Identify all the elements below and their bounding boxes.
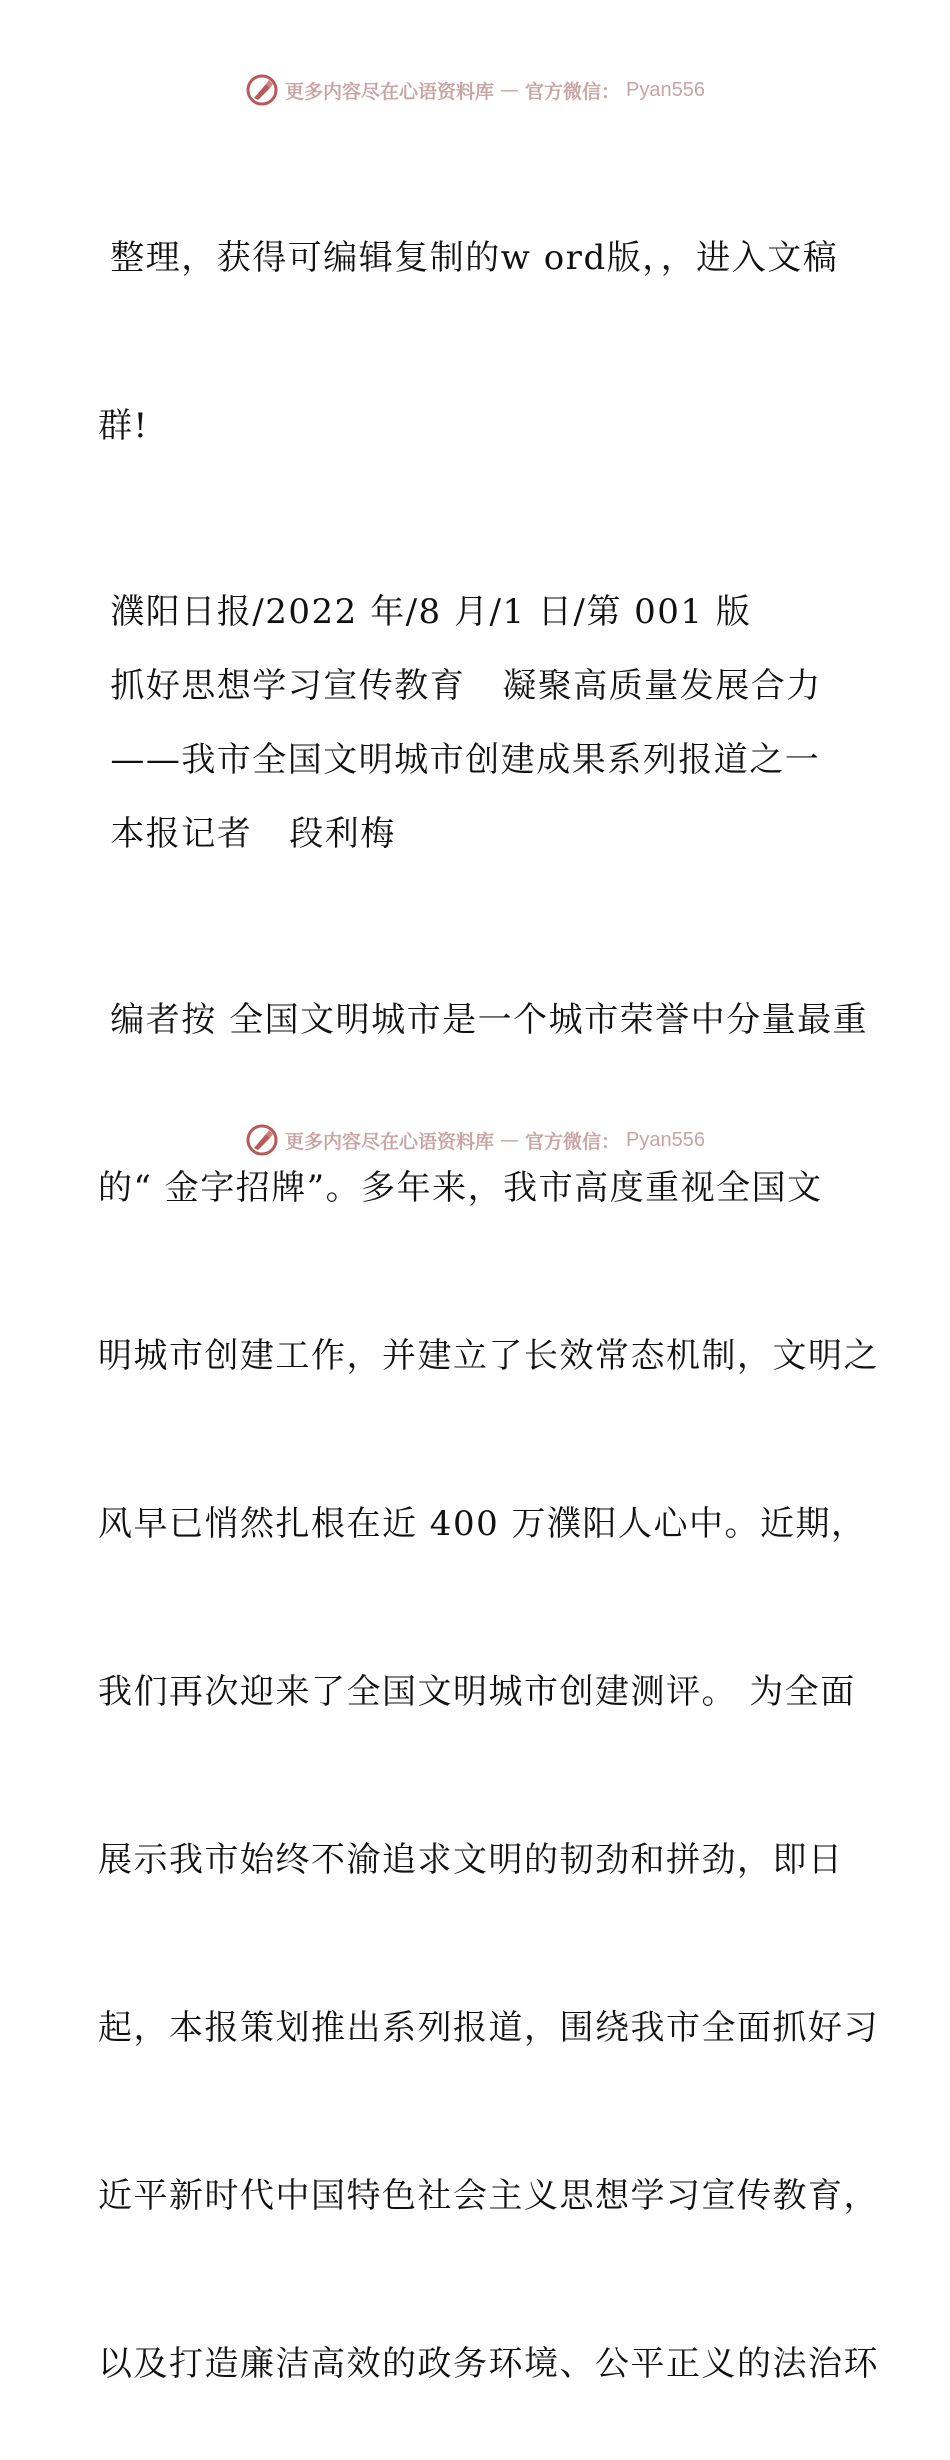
headline: 抓好思想学习宣传教育 凝聚高质量发展合力 xyxy=(98,666,822,706)
footer-banner xyxy=(0,1120,950,1160)
banner-wechat-label: 官方微信： xyxy=(525,1130,621,1153)
text-line: 以及打造廉洁高效的政务环境、公平正义的法治环 xyxy=(98,2344,879,2384)
banner-wechat-label: 官方微信： xyxy=(525,80,621,103)
text-line: 近平新时代中国特色社会主义思想学习宣传教育， xyxy=(98,2176,879,2216)
header-banner xyxy=(0,70,950,110)
byline: 本报记者 段利梅 xyxy=(98,814,396,854)
pen-logo-icon xyxy=(245,73,279,107)
document-body xyxy=(98,118,879,2460)
text-line: 整理，获得可编辑复制的w ord版，，进入文稿 xyxy=(98,238,839,278)
subheadline: ——我市全国文明城市创建成果系列报道之一 xyxy=(98,740,821,780)
pen-logo-icon xyxy=(245,1123,279,1157)
text-line: 我们再次迎来了全国文明城市创建测评。 为全面 xyxy=(98,1672,856,1712)
banner-wechat-id: Pyan556 xyxy=(626,1128,705,1151)
text-line: 展示我市始终不渝追求文明的韧劲和拼劲，即日 xyxy=(98,1840,844,1880)
banner-dash: — xyxy=(500,1129,520,1151)
text-line: 的“ 金字招牌”。多年来，我市高度重视全国文 xyxy=(98,1168,823,1208)
text-line: 明城市创建工作，并建立了长效常态机制，文明之 xyxy=(98,1336,879,1376)
text-line: 编者按 全国文明城市是一个城市荣誉中分量最重 xyxy=(98,1000,869,1040)
banner-text: 更多内容尽在心语资料库 xyxy=(285,80,495,103)
banner-wechat-id: Pyan556 xyxy=(626,78,705,101)
text-line: 群! xyxy=(98,406,149,446)
banner-text: 更多内容尽在心语资料库 xyxy=(285,1130,495,1153)
text-line: 风早已悄然扎根在近 400 万濮阳人心中。近期， xyxy=(98,1504,867,1544)
text-line: 起，本报策划推出系列报道，围绕我市全面抓好习 xyxy=(98,2008,879,2048)
intro-paragraph xyxy=(98,118,858,566)
source-line: 濮阳日报/2022 年/8 月/1 日/第 001 版 xyxy=(98,592,752,632)
editor-note xyxy=(98,880,879,2460)
banner-dash: — xyxy=(500,79,520,101)
